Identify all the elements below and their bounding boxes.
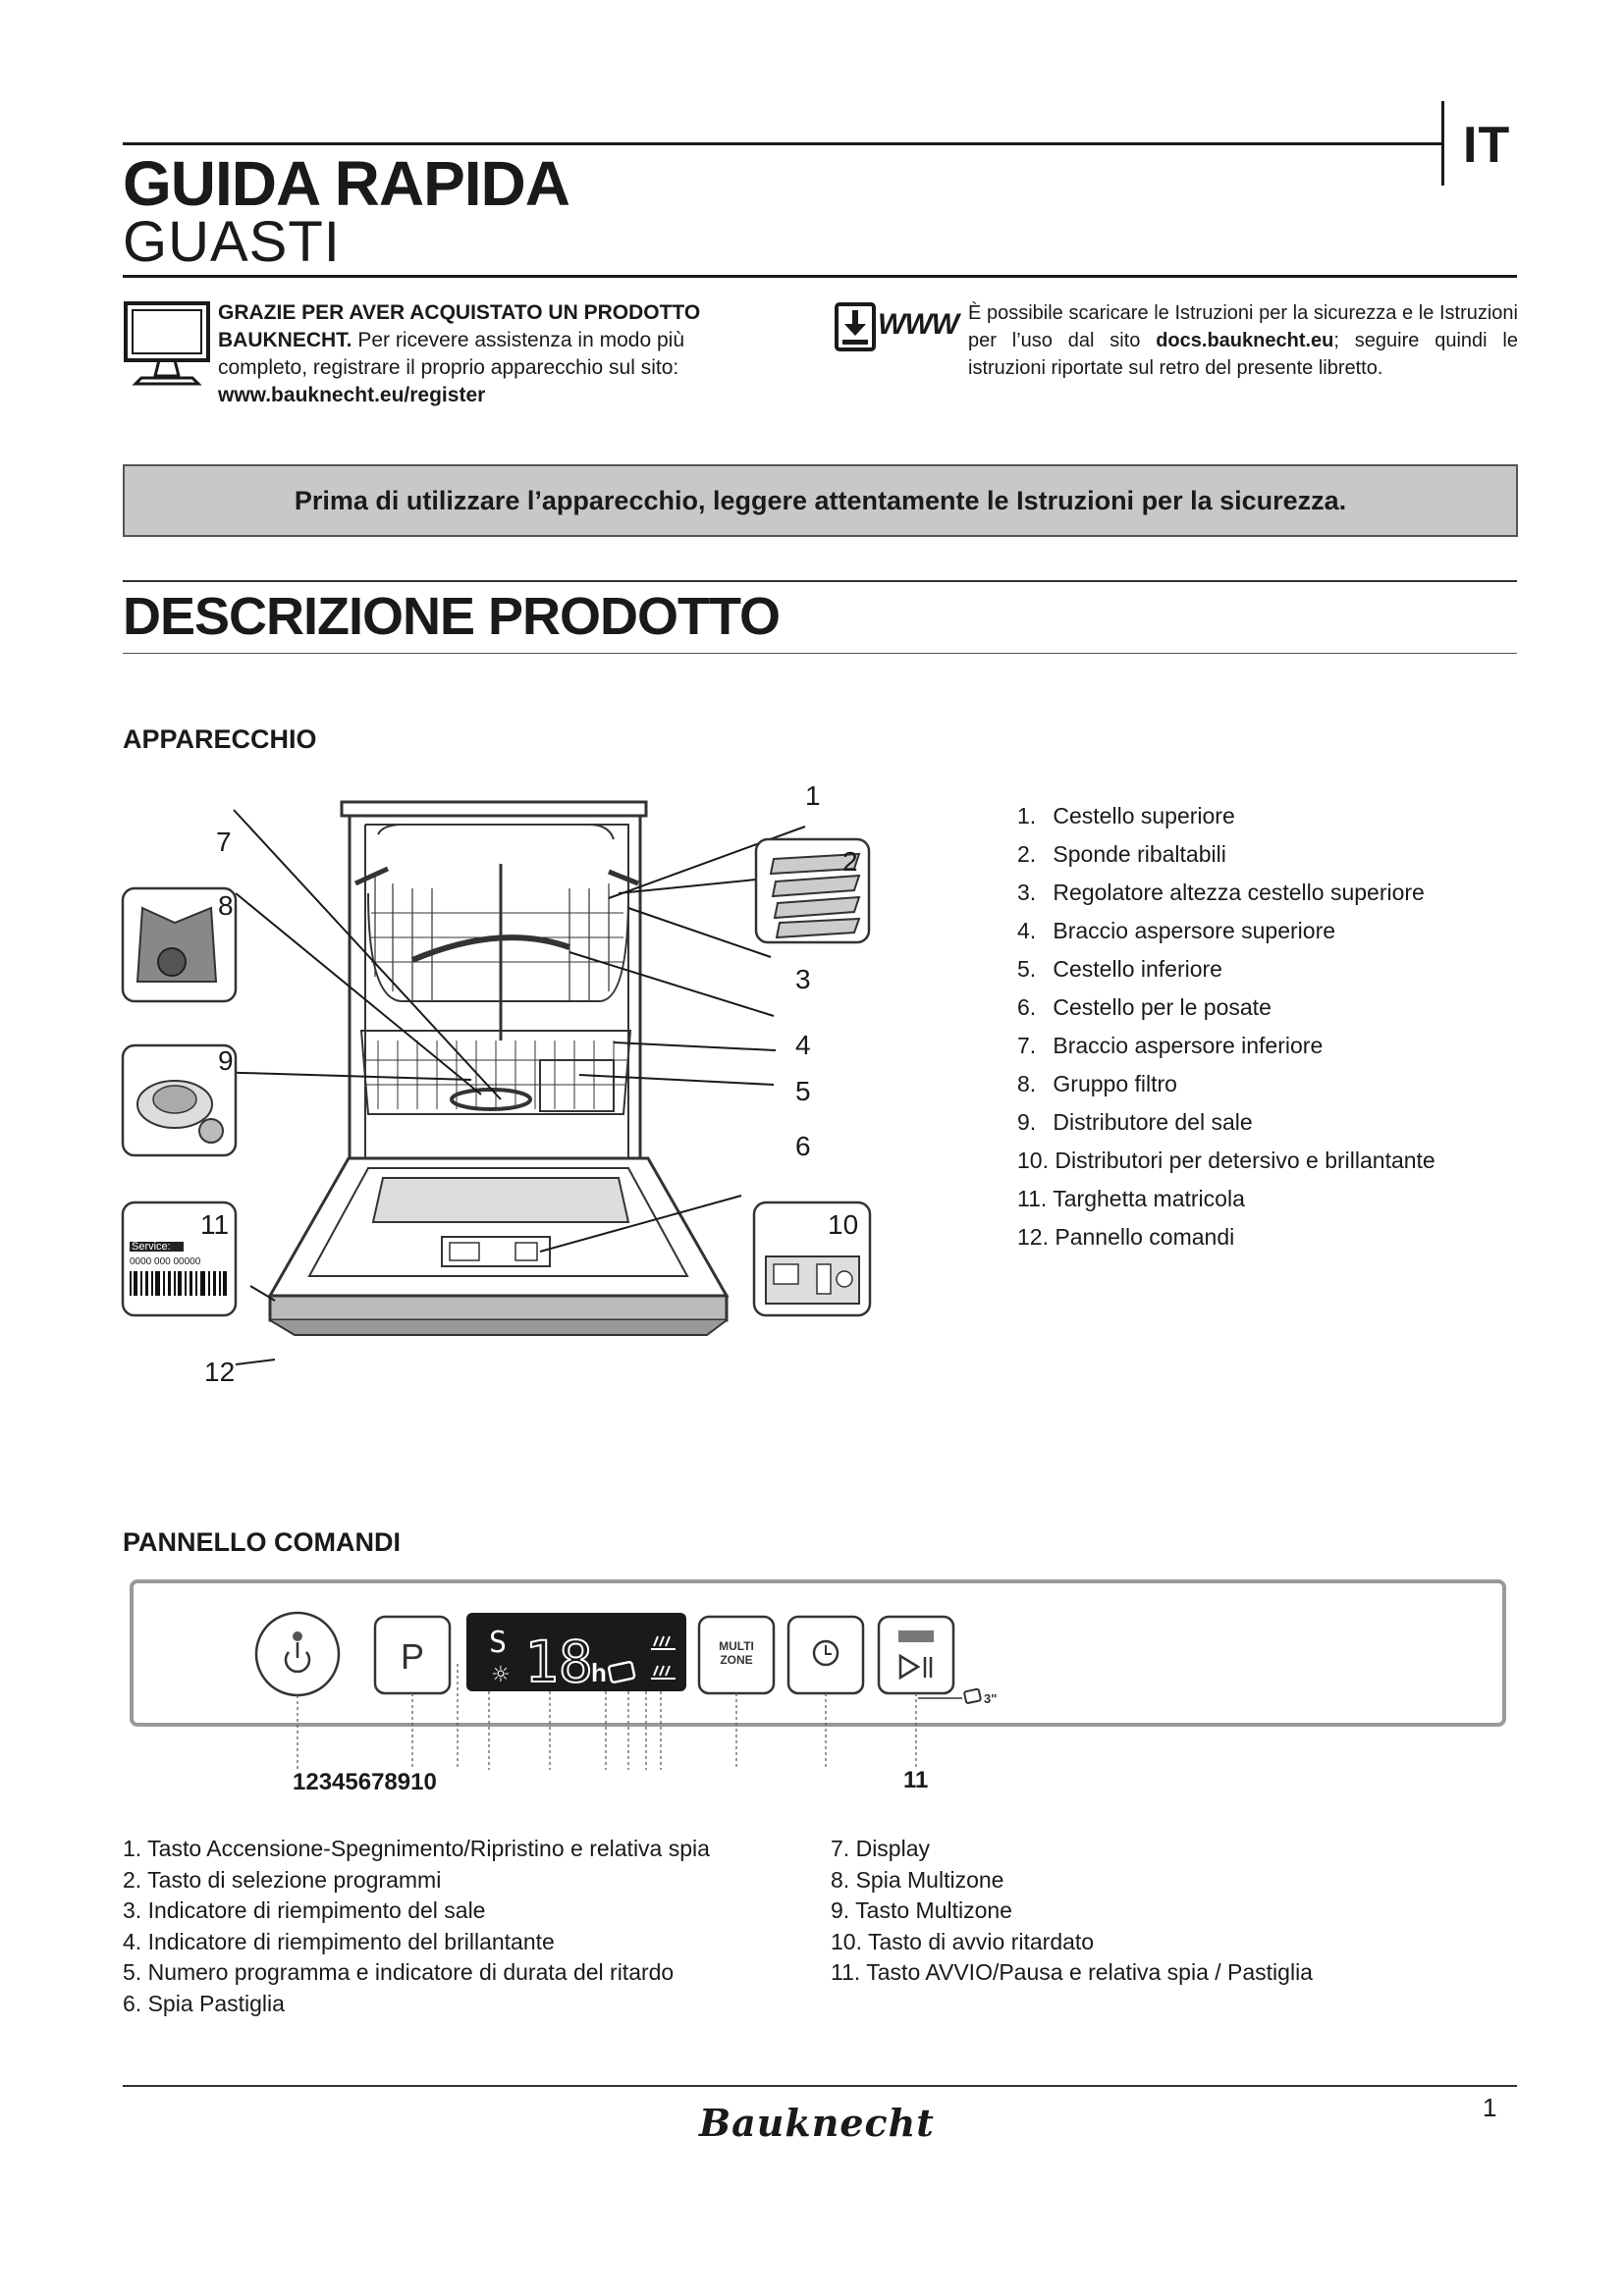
callout-12: 12 xyxy=(204,1357,236,1387)
list-item: 10. Distributori per detersivo e brillantante xyxy=(1017,1148,1435,1173)
list-item: 9. Distributore del sale xyxy=(1017,1109,1253,1135)
page-subtitle: GUASTI xyxy=(123,210,341,274)
callout-10: 10 xyxy=(828,1209,859,1240)
section-rule-top xyxy=(123,580,1517,582)
salt-indicator: S xyxy=(489,1626,508,1660)
list-item: 6. Cestello per le posate xyxy=(1017,994,1272,1020)
callout-3: 3 xyxy=(795,964,811,994)
plate-code: 0000 000 00000 xyxy=(130,1256,201,1267)
plate-service-label: Service: xyxy=(132,1241,171,1253)
page-number: 1 xyxy=(1483,2093,1497,2122)
list-item: 7. Braccio aspersore inferiore xyxy=(1017,1033,1324,1058)
callout-6: 6 xyxy=(795,1131,811,1161)
hour-unit: h xyxy=(591,1658,607,1687)
list-item: 1. Cestello superiore xyxy=(1017,803,1235,828)
panel-index-left: 12345678910 xyxy=(293,1769,437,1791)
download-icon xyxy=(835,302,876,353)
list-item: 6. Spia Pastiglia xyxy=(123,1990,285,2016)
list-item: 11. Tasto AVVIO/Pausa e relativa spia / Pastiglia xyxy=(831,1959,1313,1985)
brand-logo: Bauknecht xyxy=(699,2101,935,2145)
rinse-aid-icon: ☼ xyxy=(491,1663,511,1687)
section-title: DESCRIZIONE PRODOTTO xyxy=(123,587,781,646)
download-www-icon xyxy=(835,302,958,353)
download-text: È possibile scaricare le Istruzioni per la sicurezza e le Istruzioni per l’uso dal sito xyxy=(968,302,1518,351)
control-panel-diagram xyxy=(128,1575,1512,1791)
callout-2: 2 xyxy=(842,846,858,877)
list-item: 8. Spia Multizone xyxy=(831,1866,1004,1893)
list-item: 5. Cestello inferiore xyxy=(1017,956,1222,982)
register-note xyxy=(218,299,778,409)
register-thanks: GRAZIE PER AVER ACQUISTATO UN PRODOTTO BAUKNECHT. xyxy=(218,301,701,351)
controls-list-left xyxy=(123,1834,710,2019)
list-item: 2. Tasto di selezione programmi xyxy=(123,1866,442,1893)
page-title: GUIDA RAPIDA xyxy=(123,148,569,219)
panel-index-right: 11 xyxy=(903,1767,929,1791)
docs-url[interactable]: docs.bauknecht.eu xyxy=(1156,330,1334,351)
callout-4: 4 xyxy=(795,1030,811,1060)
program-button-label: P xyxy=(400,1636,425,1677)
safety-warning-banner: Prima di utilizzare l’apparecchio, leggere attentamente le Istruzioni per la sicurezza. xyxy=(123,464,1518,537)
callout-11: 11 xyxy=(200,1209,230,1240)
callout-9: 9 xyxy=(218,1045,234,1076)
callout-1: 1 xyxy=(805,780,821,811)
download-text-2: ; seguire quindi le istruzioni riportate sul retro del presente libretto. xyxy=(968,330,1518,379)
list-item: 7. Display xyxy=(831,1836,930,1861)
parts-list xyxy=(1017,797,1435,1256)
multizone-label-2: ZONE xyxy=(720,1653,753,1667)
list-item: 5. Numero programma e indicatore di durata del ritardo xyxy=(123,1959,675,1985)
list-item: 2. Sponde ribaltabili xyxy=(1017,841,1226,867)
list-item: 9. Tasto Multizone xyxy=(831,1897,1012,1923)
hold-time: 3" xyxy=(984,1691,998,1706)
list-item: 3. Regolatore altezza cestello superiore xyxy=(1017,880,1425,905)
list-item: 3. Indicatore di riempimento del sale xyxy=(123,1897,486,1923)
list-item: 10. Tasto di avvio ritardato xyxy=(831,1928,1095,1954)
appliance-heading: APPARECCHIO xyxy=(123,724,317,754)
www-label: WWW xyxy=(878,308,958,341)
header-rule xyxy=(123,142,1443,145)
register-text: Per ricevere assistenza in modo più completo, registrare il proprio apparecchio sul sito: xyxy=(218,329,684,379)
control-panel-heading: PANNELLO COMANDI xyxy=(123,1527,401,1557)
multizone-label-1: MULTI xyxy=(719,1639,754,1653)
list-item: 8. Gruppo filtro xyxy=(1017,1071,1177,1096)
section-rule-bottom xyxy=(123,653,1517,654)
callout-5: 5 xyxy=(795,1076,811,1106)
register-url[interactable]: www.bauknecht.eu/register xyxy=(218,384,486,406)
list-item: 12. Pannello comandi xyxy=(1017,1224,1235,1250)
footer-rule xyxy=(123,2085,1517,2087)
list-item: 4. Braccio aspersore superiore xyxy=(1017,918,1336,943)
controls-list-right xyxy=(831,1834,1313,1989)
start-pause-button[interactable] xyxy=(879,1617,953,1693)
program-digits: 18 xyxy=(524,1629,593,1695)
title-rule xyxy=(123,275,1517,278)
download-note xyxy=(968,299,1518,382)
language-code: IT xyxy=(1463,117,1511,174)
callout-8: 8 xyxy=(218,890,234,921)
computer-icon xyxy=(122,299,212,390)
list-item: 4. Indicatore di riempimento del brillantante xyxy=(123,1928,555,1954)
callout-7: 7 xyxy=(216,827,232,857)
dishwasher-diagram xyxy=(118,766,884,1394)
list-item: 11. Targhetta matricola xyxy=(1017,1186,1245,1211)
list-item: 1. Tasto Accensione-Spegnimento/Ripristino e relativa spia xyxy=(123,1836,710,1861)
